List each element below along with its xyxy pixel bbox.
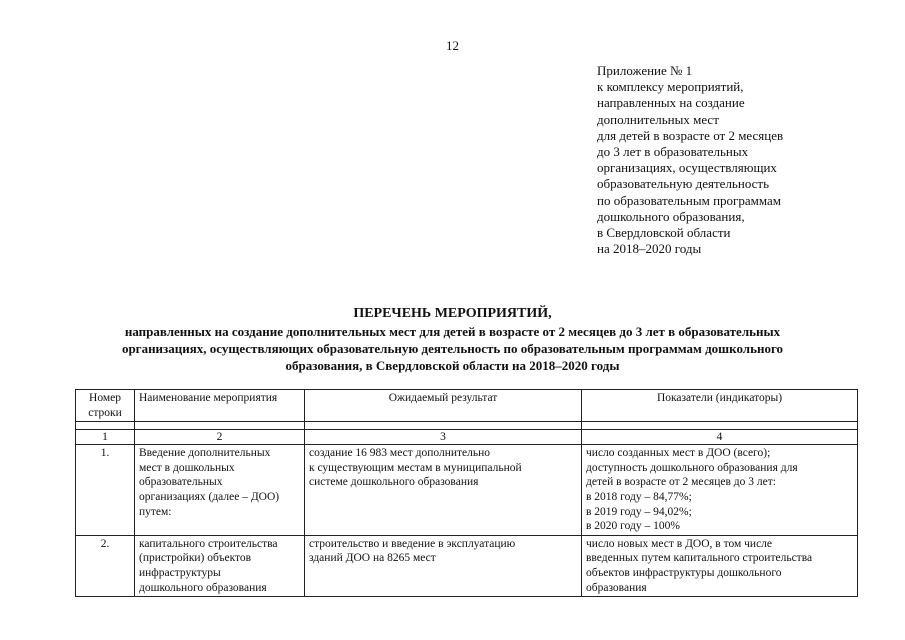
- expected-result-cell: строительство и введение в эксплуатацию зданий ДОО на 8265 мест: [305, 535, 582, 596]
- expected-result-cell: создание 16 983 мест дополнительно к существующим местам в муниципальной системе дошкольного образования: [305, 445, 582, 536]
- table-row: [76, 445, 858, 536]
- measures-table: [75, 389, 858, 597]
- appendix-line: по образовательным программам: [597, 192, 782, 208]
- header-row-number: Номер строки: [76, 390, 135, 422]
- appendix-line: до 3 лет в образовательных: [597, 144, 749, 160]
- column-number-row: [76, 430, 858, 445]
- appendix-line: Приложение № 1: [597, 63, 693, 78]
- appendix-block: [597, 63, 887, 257]
- document-title: [60, 305, 845, 374]
- measure-name-cell: капитального строительства (пристройки) объектов инфраструктуры дошкольного образования: [135, 535, 305, 596]
- column-number: 2: [135, 430, 305, 445]
- appendix-line: для детей в возрасте от 2 месяцев: [597, 127, 784, 143]
- column-number: 1: [76, 430, 135, 445]
- title-sub-line: организациях, осуществляющих образовательную деятельность по образовательным программам дошкольного: [121, 341, 784, 356]
- title-sub-line: направленных на создание дополнительных мест для детей в возрасте от 2 месяцев до 3 лет в образовательных: [124, 324, 781, 339]
- indicators-cell: число новых мест в ДОО, в том числе введенных путем капитального строительства объектов инфраструктуры дошкольного образования: [582, 535, 858, 596]
- row-number: 1.: [76, 445, 135, 536]
- appendix-line: дополнительных мест: [597, 111, 719, 127]
- appendix-line: дошкольного образования,: [597, 208, 745, 224]
- column-number: 4: [582, 430, 858, 445]
- appendix-line: образовательную деятельность: [597, 176, 770, 192]
- header-measure-name: Наименование мероприятия: [135, 390, 305, 422]
- title-sub-line: образования, в Свердловской области на 2018–2020 годы: [285, 358, 620, 373]
- header-indicators: Показатели (индикаторы): [582, 390, 858, 422]
- page-number: 12: [446, 38, 459, 53]
- row-number: 2.: [76, 535, 135, 596]
- appendix-line: направленных на создание: [597, 95, 745, 111]
- column-number: 3: [305, 430, 582, 445]
- appendix-line: к комплексу мероприятий,: [597, 79, 744, 95]
- indicators-cell: число созданных мест в ДОО (всего); доступность дошкольного образования для детей в возрасте от 2 месяцев до 3 лет: в 2018 году – 84,77%; в 2019 году – 94,02%; в 2020 году – 100%: [582, 445, 858, 536]
- appendix-line: на 2018–2020 годы: [597, 241, 702, 257]
- measure-name-cell: Введение дополнительных мест в дошкольных образовательных организациях (далее – ДОО) путем:: [135, 445, 305, 536]
- appendix-line: организациях, осуществляющих: [597, 160, 777, 176]
- table-spacer-row: [76, 422, 858, 430]
- appendix-line: в Свердловской области: [597, 225, 731, 241]
- title-main: ПЕРЕЧЕНЬ МЕРОПРИЯТИЙ,: [353, 306, 552, 321]
- header-expected-result: Ожидаемый результат: [305, 390, 582, 422]
- table-row: [76, 535, 858, 596]
- table-header-row: [76, 390, 858, 422]
